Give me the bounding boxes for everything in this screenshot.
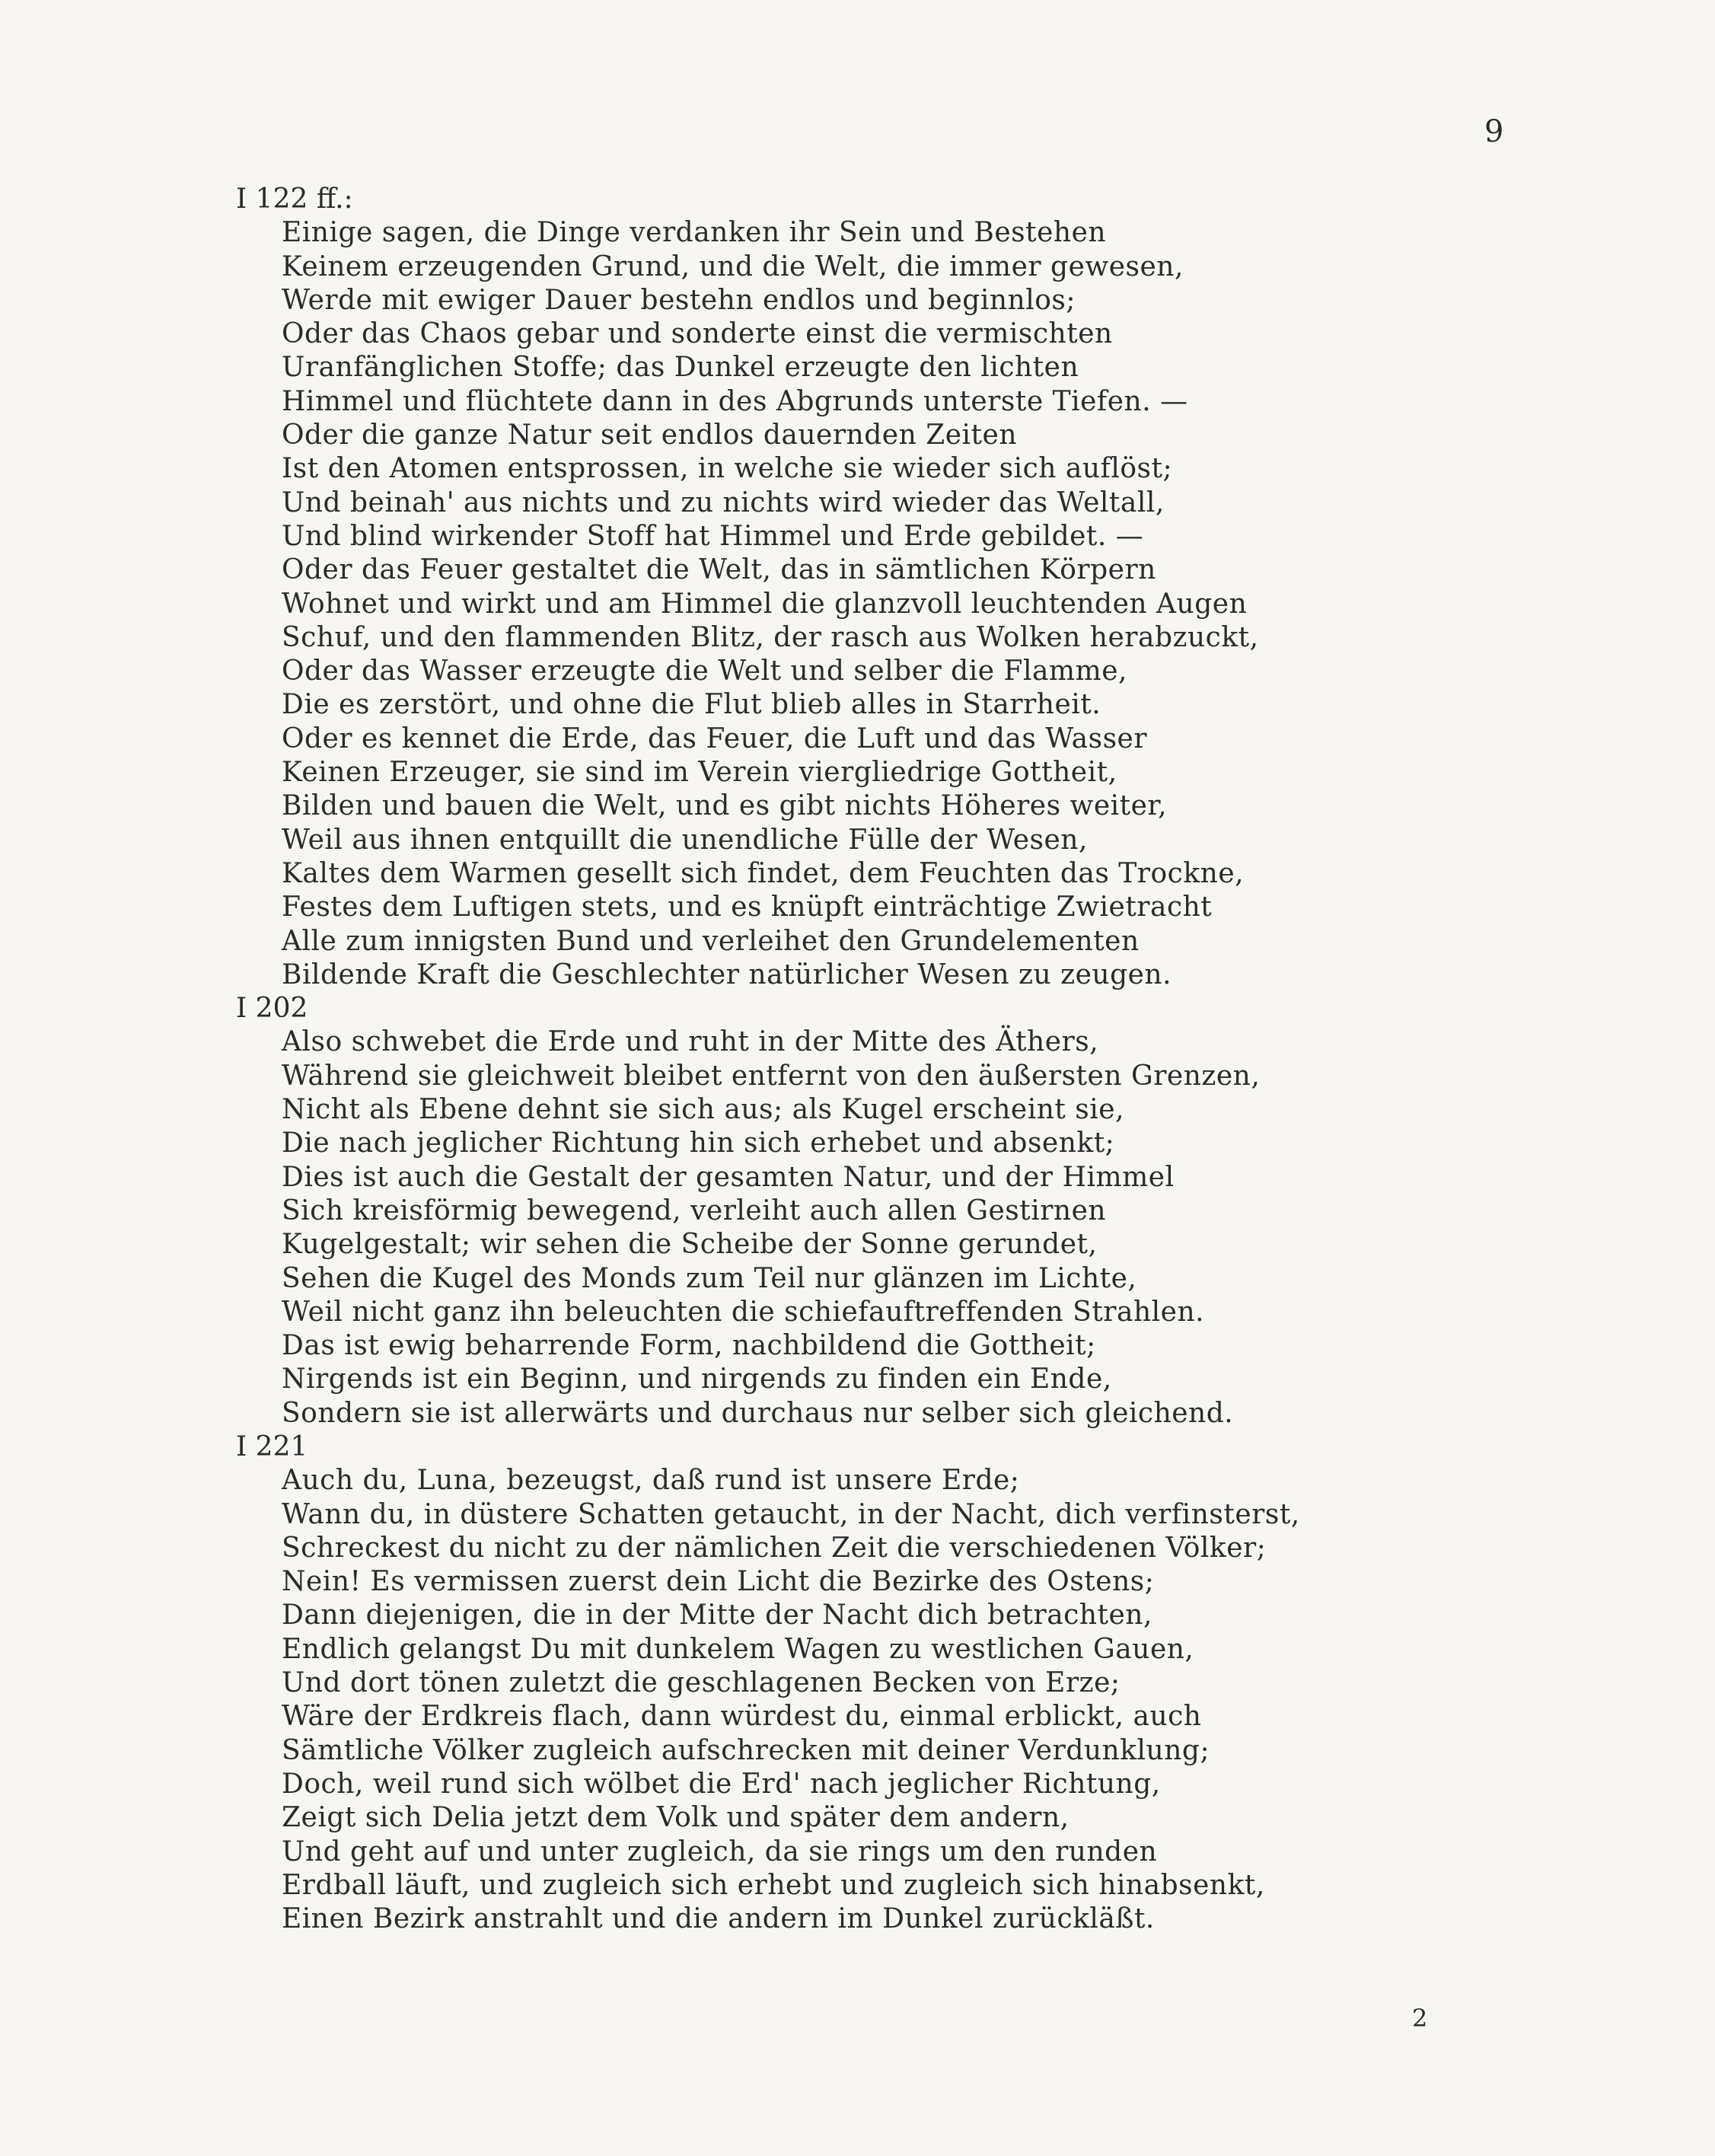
verse-line: Sich kreisförmig bewegend, verleiht auch allen Gestirnen xyxy=(282,1194,1107,1226)
verse-line: Bildende Kraft die Geschlechter natürlicher Wesen zu zeugen. xyxy=(282,958,1172,990)
verse-line: Nein! Es vermissen zuerst dein Licht die Bezirke des Ostens; xyxy=(282,1566,1155,1598)
verse-line: Dann diejenigen, die in der Mitte der Nacht dich betrachten, xyxy=(282,1599,1152,1631)
verse-line: Oder das Feuer gestaltet die Welt, das in sämtlichen Körpern xyxy=(282,554,1156,586)
verse-line: Wann du, in düstere Schatten getaucht, in der Nacht, dich verfinsterst, xyxy=(282,1498,1300,1530)
section-reference: I 202 xyxy=(236,993,308,1025)
verse-line: Weil nicht ganz ihn beleuchten die schiefauftreffenden Strahlen. xyxy=(282,1296,1205,1328)
verse-line: Wäre der Erdkreis flach, dann würdest du, einmal erblickt, auch xyxy=(282,1701,1202,1733)
verse-block xyxy=(236,1025,1606,1430)
verse-line: Ist den Atomen entsprossen, in welche sie wieder sich auflöst; xyxy=(282,453,1173,485)
verse-line: Oder das Wasser erzeugte die Welt und selber die Flamme, xyxy=(282,655,1127,687)
page-number: 9 xyxy=(1484,114,1504,149)
verse-line: Auch du, Luna, bezeugst, daß rund ist unsere Erde; xyxy=(282,1465,1020,1497)
verse-line: Nirgends ist ein Beginn, und nirgends zu finden ein Ende, xyxy=(282,1363,1112,1395)
verse-line: Erdball läuft, und zugleich sich erhebt und zugleich sich hinabsenkt, xyxy=(282,1869,1265,1901)
verse-line: Sämtliche Völker zugleich aufschrecken mit deiner Verdunklung; xyxy=(282,1734,1210,1766)
verse-line: Bilden und bauen die Welt, und es gibt nichts Höheres weiter, xyxy=(282,790,1168,822)
verse-line: Kugelgestalt; wir sehen die Scheibe der Sonne gerundet, xyxy=(282,1229,1098,1261)
verse-line: Und geht auf und unter zugleich, da sie rings um den runden xyxy=(282,1835,1158,1867)
section-i-221 xyxy=(236,1430,1606,1936)
verse-line: Also schwebet die Erde und ruht in der Mitte des Äthers, xyxy=(282,1026,1099,1058)
verse-line: Keinen Erzeuger, sie sind im Verein viergliedrige Gottheit, xyxy=(282,757,1117,789)
verse-line: Einige sagen, die Dinge verdanken ihr Sein und Bestehen xyxy=(282,217,1107,249)
verse-line: Und dort tönen zuletzt die geschlagenen Becken von Erze; xyxy=(282,1667,1120,1699)
verse-line: Sehen die Kugel des Monds zum Teil nur glänzen im Lichte, xyxy=(282,1262,1137,1294)
verse-line: Und beinah' aus nichts und zu nichts wird wieder das Weltall, xyxy=(282,486,1165,518)
verse-line: Schuf, und den flammenden Blitz, der rasch aus Wolken herabzuckt, xyxy=(282,621,1259,653)
section-reference: I 122 ff.: xyxy=(236,183,353,215)
verse-line: Und blind wirkender Stoff hat Himmel und Erde gebildet. — xyxy=(282,520,1144,552)
verse-line: Dies ist auch die Gestalt der gesamten Natur, und der Himmel xyxy=(282,1161,1175,1193)
section-i-202 xyxy=(236,992,1606,1430)
verse-line: Doch, weil rund sich wölbet die Erd' nach jeglicher Richtung, xyxy=(282,1768,1161,1800)
verse-line: Oder das Chaos gebar und sonderte einst die vermischten xyxy=(282,318,1113,350)
verse-line: Das ist ewig beharrende Form, nachbildend die Gottheit; xyxy=(282,1330,1096,1362)
verse-line: Einen Bezirk anstrahlt und die andern im Dunkel zurückläßt. xyxy=(282,1903,1155,1935)
verse-line: Die nach jeglicher Richtung hin sich erhebet und absenkt; xyxy=(282,1127,1115,1159)
verse-line: Festes dem Luftigen stets, und es knüpft einträchtige Zwietracht xyxy=(282,891,1213,923)
verse-line: Werde mit ewiger Dauer bestehn endlos und beginnlos; xyxy=(282,284,1076,316)
verse-line: Schreckest du nicht zu der nämlichen Zeit die verschiedenen Völker; xyxy=(282,1532,1267,1564)
section-reference: I 221 xyxy=(236,1430,308,1462)
section-i-122 xyxy=(236,183,1606,992)
verse-line: Uranfänglichen Stoffe; das Dunkel erzeugte den lichten xyxy=(282,352,1079,384)
document-body xyxy=(236,183,1606,1936)
verse-line: Nicht als Ebene dehnt sie sich aus; als Kugel erscheint sie, xyxy=(282,1094,1125,1126)
verse-line: Alle zum innigsten Bund und verleihet den Grundelementen xyxy=(282,925,1140,957)
verse-line: Oder es kennet die Erde, das Feuer, die Luft und das Wasser xyxy=(282,722,1148,754)
verse-line: Endlich gelangst Du mit dunkelem Wagen zu westlichen Gauen, xyxy=(282,1633,1194,1665)
verse-line: Weil aus ihnen entquillt die unendliche Fülle der Wesen, xyxy=(282,824,1088,856)
verse-line: Während sie gleichweit bleibet entfernt von den äußersten Grenzen, xyxy=(282,1060,1261,1092)
verse-line: Zeigt sich Delia jetzt dem Volk und später dem andern, xyxy=(282,1802,1069,1834)
verse-line: Keinem erzeugenden Grund, und die Welt, die immer gewesen, xyxy=(282,250,1184,282)
verse-block xyxy=(236,1464,1606,1936)
verse-block xyxy=(236,216,1606,992)
verse-line: Sondern sie ist allerwärts und durchaus nur selber sich gleichend. xyxy=(282,1397,1234,1429)
verse-line: Wohnet und wirkt und am Himmel die glanzvoll leuchtenden Augen xyxy=(282,588,1248,620)
verse-line: Kaltes dem Warmen gesellt sich findet, dem Feuchten das Trockne, xyxy=(282,857,1245,889)
verse-line: Himmel und flüchtete dann in des Abgrunds unterste Tiefen. — xyxy=(282,385,1188,417)
verse-line: Die es zerstört, und ohne die Flut blieb alles in Starrheit. xyxy=(282,689,1101,721)
verse-line: Oder die ganze Natur seit endlos dauernden Zeiten xyxy=(282,419,1018,451)
signature-mark: 2 xyxy=(1412,2004,1428,2033)
